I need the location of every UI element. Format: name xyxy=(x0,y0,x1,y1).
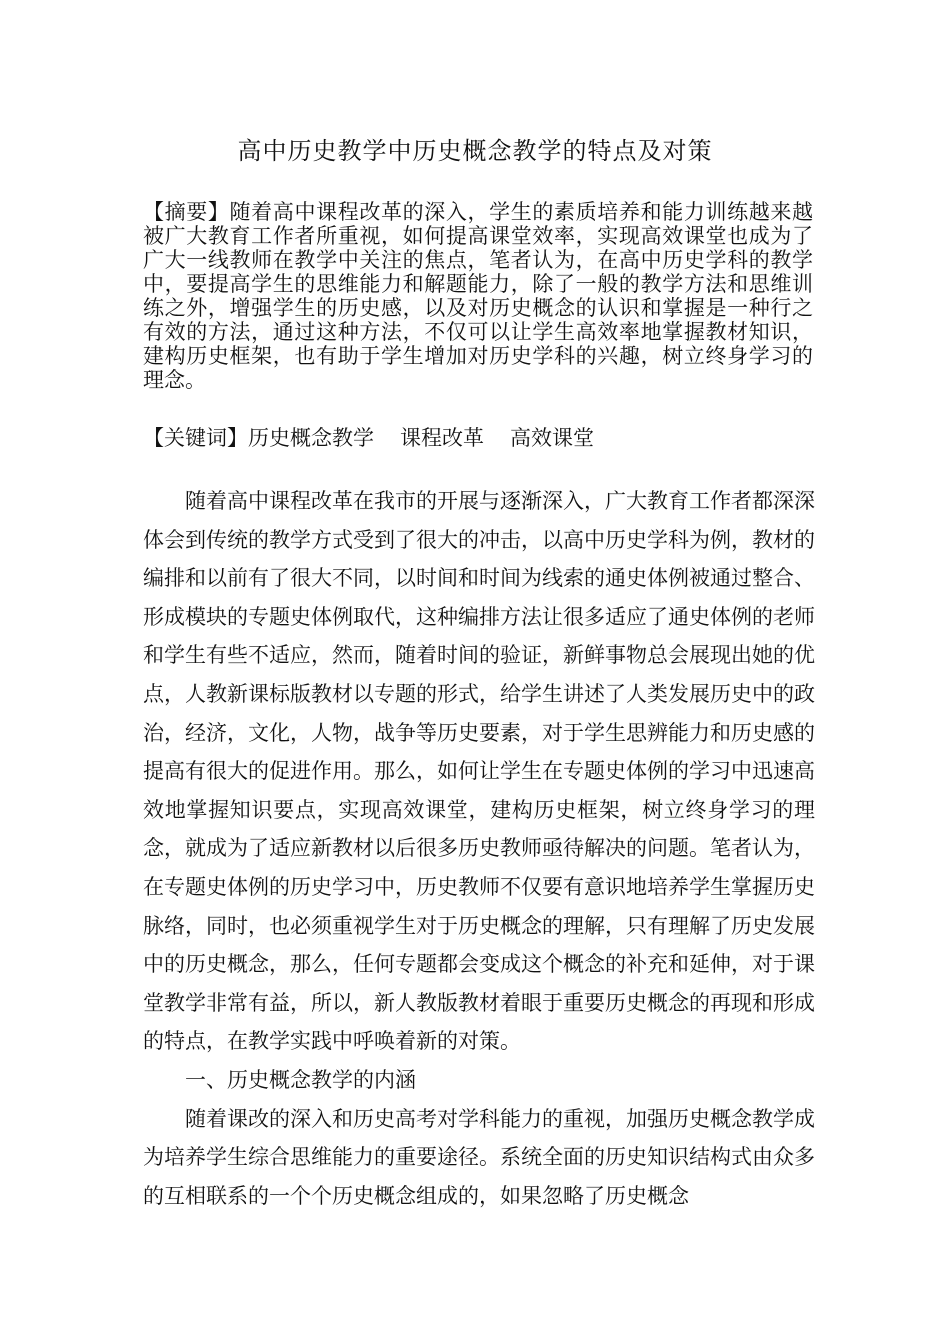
document-body xyxy=(143,482,815,1215)
abstract xyxy=(143,200,813,392)
section-heading: 一、历史概念教学的内涵 xyxy=(185,1067,416,1092)
abstract-label: 【摘要】 xyxy=(143,200,230,224)
keyword: 高效课堂 xyxy=(510,426,594,450)
keywords xyxy=(143,424,813,452)
body-paragraph: 随着课改的深入和历史高考对学科能力的重视，加强历史概念教学成为培养学生综合思维能力的重要途径。系统全面的历史知识结构式由众多的互相联系的一个个历史概念组成的，如果忽略了历史概念 xyxy=(143,1106,815,1208)
document-title: 高中历史教学中历史概念教学的特点及对策 xyxy=(237,137,713,165)
keyword: 课程改革 xyxy=(400,426,484,450)
keyword: 历史概念教学 xyxy=(248,426,374,450)
keywords-label: 【关键词】 xyxy=(143,426,248,450)
body-paragraph: 随着高中课程改革在我市的开展与逐渐深入，广大教育工作者都深深体会到传统的教学方式受到了很大的冲击，以高中历史学科为例，教材的编排和以前有了很大不同，以时间和时间为线索的通史体例被通过整合、形成模块的专题史体例取代，这种编排方法让很多适应了通史体例的老师和学生有些不适应，然而，随着时间的验证，新鲜事物总会展现出她的优点，人教新课标版教材以专题的形式，给学生讲述了人类发展历史中的政治，经济，文化，人物，战争等历史要素，对于学生思辨能力和历史感的提高有很大的促进作用。那么，如何让学生在专题史体例的学习中迅速高效地掌握知识要点，实现高效课堂，建构历史框架，树立终身学习的理念，就成为了适应新教材以后很多历史教师亟待解决的问题。笔者认为，在专题史体例的历史学习中，历史教师不仅要有意识地培养学生掌握历史脉络，同时，也必须重视学生对于历史概念的理解，只有理解了历史发展中的历史概念，那么，任何专题都会变成这个概念的补充和延伸，对于课堂教学非常有益，所以，新人教版教材着眼于重要历史概念的再现和形成的特点，在教学实践中呼唤着新的对策。 xyxy=(143,489,815,1054)
abstract-text: 随着高中课程改革的深入，学生的素质培养和能力训练越来越被广大教育工作者所重视，如何提高课堂效率，实现高效课堂也成为了广大一线教师在教学中关注的焦点，笔者认为，在高中历史学科的教学中，要提高学生的思维能力和解题能力，除了一般的教学方法和思维训练之外，增强学生的历史感，以及对历史概念的认识和掌握是一种行之有效的方法，通过这种方法，不仅可以让学生高效率地掌握教材知识，建构历史框架，也有助于学生增加对历史学科的兴趣，树立终身学习的理念。 xyxy=(143,200,814,392)
